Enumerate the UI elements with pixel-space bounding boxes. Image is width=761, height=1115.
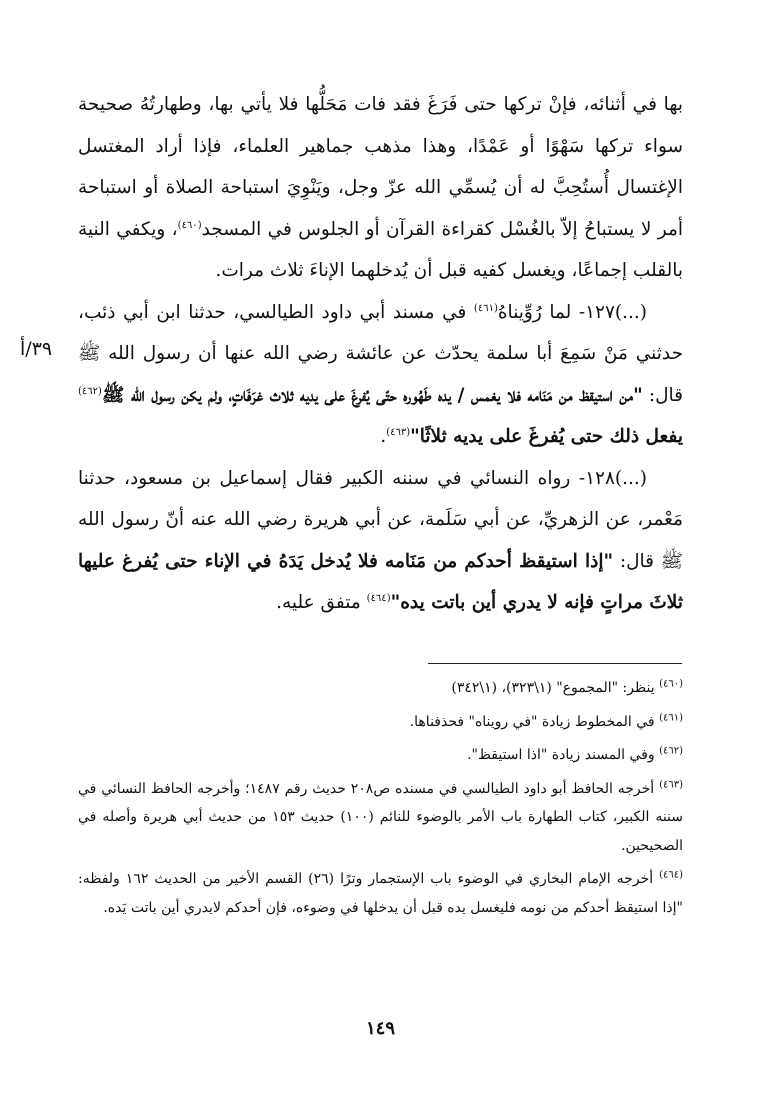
footnote-divider <box>428 663 682 664</box>
footnote-ref-464[interactable]: (٤٦٤) <box>366 592 391 604</box>
footnote-463 <box>78 775 683 861</box>
footnote-ref-462[interactable]: (٤٦٢) <box>78 385 102 397</box>
paragraph-2-mid: في مسند أبي داود الطيالسي، حدثنا ابن أبي ذئب، حدثني مَنْ سَمِعَ أبا سلمة يحدّث عن عائشة رضي الله عنها أن رسول الله ﷺ قال: <box>78 301 683 406</box>
footnote-number: (٤٦٣) <box>659 778 683 790</box>
paragraph-3 <box>78 458 683 624</box>
footnote-460 <box>78 674 683 703</box>
hadith-quote-1: "من استيقظ من مَنَامه فلا يغمس / يده طَهُوره حتّى يُفرغَ على يديه ثلاث غرَفَاتٍ، ولم يكن رسول الله ﷺ <box>101 384 643 406</box>
paragraph-3-start: (...)١٢٨- رواه النسائي في سننه الكبير فقال إسماعيل بن مسعود، حدثنا مَعْمر، عن الزهريِّ، عن أبي سَلَمة، عن أبي هريرة رضي الله عنه أنّ رسول الله ﷺ قال: <box>78 467 683 572</box>
paragraph-1 <box>78 84 683 292</box>
footnote-number: (٤٦٤) <box>659 869 684 881</box>
footnote-ref-461[interactable]: (٤٦١) <box>473 302 498 314</box>
footnote-462 <box>78 741 683 770</box>
footnotes-section <box>78 674 683 927</box>
paragraph-3-end: متفق عليه. <box>276 592 367 613</box>
paragraph-2-end: . <box>380 426 387 447</box>
footnote-number: (٤٦٢) <box>659 745 683 757</box>
paragraph-2-start: (...)١٢٧- لما رُوِّيناهُ <box>497 301 647 323</box>
paragraph-1-text: بها في أثنائه، فإنْ تركها حتى فَرَغَ فقد فات مَحَلُّها فلا يأتي بها، وطهارتُهُ صحيحة سواء تركها سَهْوًا أو عَمْدًا، وهذا مذهب جماهير العلماء، فإذا أراد المغتسل الإغتسال أُستُحِبَّ له أن يُسمِّي الله عزّ وجل، ويَنْوِيَ استباحة الصلاة أو استباحة أمر لا يستباحُ إلاّ بالغُسْل كقراءة القرآن أو الجلوس في المسجد <box>78 94 683 240</box>
main-text <box>78 84 683 624</box>
footnote-text: ينظر: "المجموع" (١\٣٢٣)، (١\٣٤٢) <box>451 680 660 696</box>
footnote-461 <box>78 708 683 737</box>
footnote-text: أخرجه الإمام البخاري في الوضوء باب الإستجمار وترًا (٢٦) القسم الأخير من الحديث ١٦٢ ولفظه: "إذا استيقظ أحدكم من نومه فليغسل يده قبل أن يدخلها في وضوءه، فإن أحدكم لايدري أين باتت يَده. <box>78 871 683 916</box>
footnote-text: أخرجه الحافظ أبو داود الطيالسي في مسنده ص٢٠٨ حديث رقم ١٤٨٧؛ وأخرجه الحافظ النسائي في سننه الكبير، كتاب الطهارة باب الأمر بالوضوء للنائم (١٠٠) حديث ١٥٣ من حديث أبي هريرة وأصله في الصحيحين. <box>78 780 684 854</box>
footnote-text: في المخطوط زيادة "في رويناه" فحذفناها. <box>409 713 660 730</box>
manuscript-folio-marker: ٣٩/أ <box>20 338 53 360</box>
paragraph-1-tail: ، ويكفي النية بالقلب إجماعًا، ويغسل كفيه قبل أن يُدخلهما الإناءَ ثلاث مرات. <box>78 218 683 281</box>
hadith-quote-2: يفعل ذلك حتى يُفرغَ على يديه ثلاثًا" <box>410 426 683 447</box>
footnote-number: (٤٦٠) <box>659 678 683 690</box>
footnote-464 <box>78 865 683 922</box>
page-number: ١٤٩ <box>365 1018 395 1039</box>
footnote-text: وفي المسند زيادة "اذا استيقظ". <box>467 747 660 763</box>
footnote-ref-460[interactable]: (٤٦٠) <box>177 219 202 231</box>
footnote-ref-463[interactable]: (٤٦٣) <box>386 426 411 438</box>
hadith-quote-3: "إذا استيقظ أحدكم من مَنَامه فلا يُدخل يَدَهُ في الإناء حتى يُفرغ عليها ثلاثَ مراتٍ فإنه لا يدري أين باتت يده" <box>78 550 683 613</box>
footnote-number: (٤٦١) <box>659 711 683 723</box>
paragraph-2 <box>78 292 683 458</box>
